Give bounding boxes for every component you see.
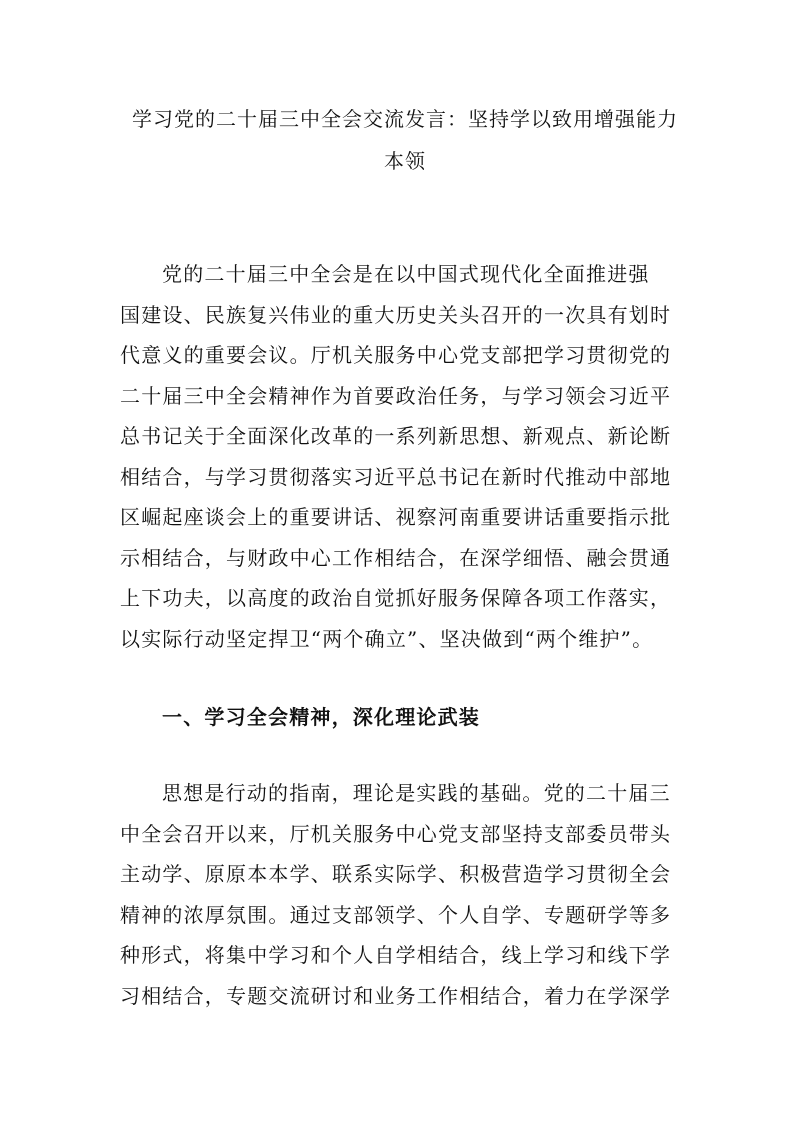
paragraph-line: 以实际行动坚定捍卫“两个确立”、坚决做到“两个维护”。 bbox=[120, 626, 654, 651]
paragraph-line: 代意义的重要会议。厅机关服务中心党支部把学习贯彻党的 bbox=[120, 343, 672, 367]
paragraph-line: 上下功夫，以高度的政治自觉抓好服务保障各项工作落实， bbox=[120, 586, 672, 610]
paragraph-line: 思想是行动的指南，理论是实践的基础。党的二十届三 bbox=[162, 781, 671, 805]
paragraph-line: 示相结合，与财政中心工作相结合，在深学细悟、融会贯通 bbox=[120, 545, 672, 570]
paragraph-line: 二十届三中全会精神作为首要政治任务，与学习领会习近平 bbox=[120, 383, 672, 408]
paragraph-1 bbox=[120, 254, 685, 659]
section-heading: 一、学习全会精神，深化理论武装 bbox=[162, 705, 480, 729]
paragraph-line: 党的二十届三中全会是在以中国式现代化全面推进强 bbox=[162, 262, 650, 286]
paragraph-line: 区崛起座谈会上的重要讲话、视察河南重要讲话重要指示批 bbox=[120, 505, 672, 529]
paragraph-line: 主动学、原原本本学、联系实际学、积极营造学习贯彻全会 bbox=[120, 862, 672, 886]
paragraph-line: 精神的浓厚氛围。通过支部领学、个人自学、专题研学等多 bbox=[120, 902, 672, 927]
title-line-2: 本领 bbox=[384, 149, 426, 173]
paragraph-line: 相结合，与学习贯彻落实习近平总书记在新时代推动中部地 bbox=[120, 464, 672, 489]
paragraph-line: 习相结合，专题交流研讨和业务工作相结合，着力在学深学 bbox=[120, 983, 672, 1008]
title-line-1: 学习党的二十届三中全会交流发言：坚持学以致用增强能力 bbox=[132, 107, 678, 131]
paragraph-line: 总书记关于全面深化改革的一系列新思想、新观点、新论断 bbox=[120, 424, 672, 448]
paragraph-line: 国建设、民族复兴伟业的重大历史关头召开的一次具有划时 bbox=[120, 302, 672, 327]
document-title bbox=[110, 98, 700, 182]
paragraph-line: 中全会召开以来，厅机关服务中心党支部坚持支部委员带头 bbox=[120, 821, 672, 846]
paragraph-2 bbox=[120, 773, 685, 1016]
paragraph-line: 种形式，将集中学习和个人自学相结合，线上学习和线下学 bbox=[120, 943, 672, 967]
